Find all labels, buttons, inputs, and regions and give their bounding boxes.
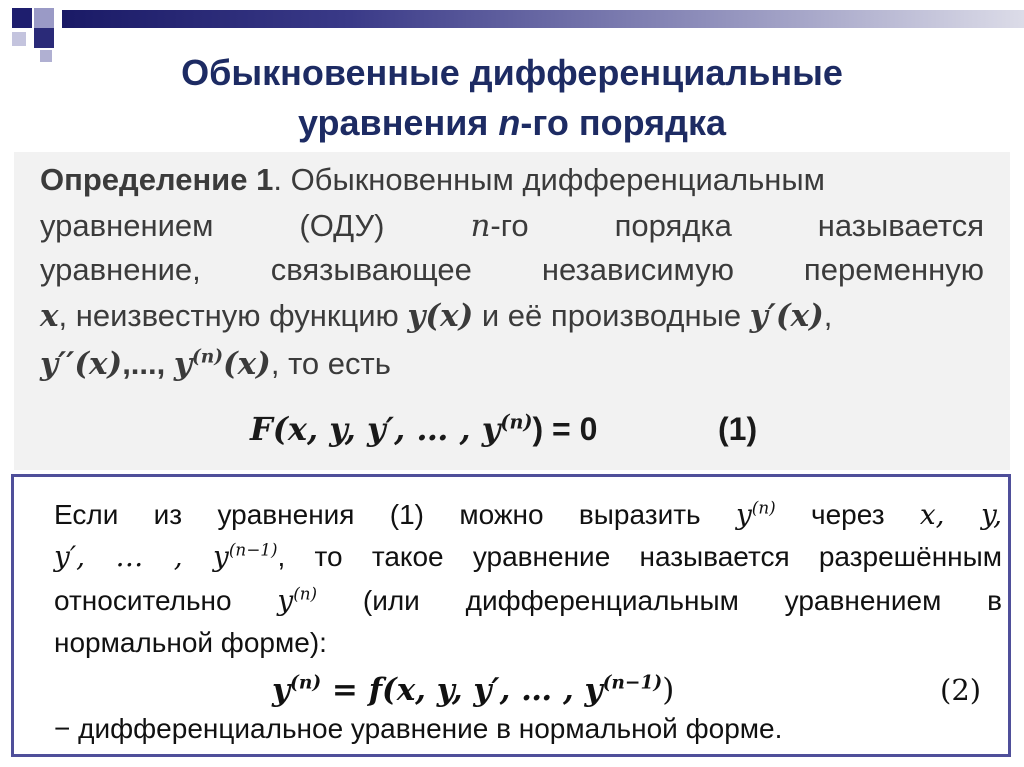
deriv-yn-arg: (x) xyxy=(223,346,271,382)
decor-square xyxy=(12,32,26,46)
title-line-2-pre: уравнения xyxy=(298,102,499,143)
deriv-yn xyxy=(174,346,271,382)
def-order xyxy=(470,208,528,243)
deriv-y2: y′′(x) xyxy=(40,346,123,382)
def-text: и её производные xyxy=(473,298,750,333)
slide-title xyxy=(0,48,1024,148)
definition-line-1-text: . Обыкновенным дифференциальным xyxy=(273,162,825,197)
box-line-2 xyxy=(54,537,1002,577)
eq1-sup: (n) xyxy=(500,410,533,434)
box-yn-sup: (n) xyxy=(751,497,776,518)
box-line-4: нормальной форме): xyxy=(54,627,327,658)
box-line-3 xyxy=(54,581,1002,621)
func-yx: y(x) xyxy=(407,298,474,334)
eq2-left-sup: (n) xyxy=(290,672,322,694)
def-text: , xyxy=(823,298,833,333)
normal-form-box xyxy=(11,474,1011,757)
box-text: относительно xyxy=(54,585,278,616)
box-text: Если из уравнения (1) можно выразить xyxy=(54,499,736,530)
def-text: , то есть xyxy=(270,346,391,381)
header-gradient-bar xyxy=(62,10,1024,28)
def-word: называется xyxy=(817,208,984,243)
box-yn-sup: (n) xyxy=(293,583,318,604)
eq2-mid: = f(x, y, y′, … , y xyxy=(321,672,603,708)
equation-2 xyxy=(14,667,1008,713)
eq2-left: y xyxy=(272,672,291,708)
definition-line-3: уравнение, связывающее независимую переменную xyxy=(40,252,984,287)
box-line-1 xyxy=(54,495,1002,535)
box-text: (или дифференциальным уравнением в xyxy=(317,585,1002,616)
box-yseq: y′, … , y xyxy=(54,540,229,573)
equation-2-formula xyxy=(272,667,674,713)
eq2-tail: ) xyxy=(662,672,675,708)
box-yseq-sup: (n−1) xyxy=(228,539,278,560)
deriv-yn-base: y xyxy=(173,346,192,382)
eq2-sup: (n−1) xyxy=(602,672,663,694)
definition-line-1 xyxy=(40,158,984,202)
definition-label: Определение 1 xyxy=(40,162,274,197)
definition-line-2 xyxy=(40,204,984,248)
decor-square xyxy=(12,8,32,28)
box-line-6: − дифференциальное уравнение в нормальной форме. xyxy=(54,713,783,744)
definition-line-5 xyxy=(40,342,984,386)
deriv-y1: y′(x) xyxy=(749,298,824,334)
box-text: через xyxy=(775,499,920,530)
box-yn xyxy=(736,498,776,531)
box-yn-base: y xyxy=(735,498,752,531)
definition-line-4 xyxy=(40,294,984,338)
box-yn xyxy=(277,584,317,617)
deriv-yn-sup: (n) xyxy=(191,346,224,368)
def-word: -го xyxy=(490,208,529,243)
title-line-1: Обыкновенные дифференциальные xyxy=(181,52,843,93)
title-n: n xyxy=(498,102,521,143)
box-text: , то такое уравнение называется разрешённым xyxy=(277,541,1002,572)
def-n: n xyxy=(470,208,491,244)
def-word: уравнением xyxy=(40,208,214,243)
equation-1-formula xyxy=(250,404,597,454)
def-dots: ,..., xyxy=(122,346,174,381)
eq1-body: F(x, y, y′, … , y xyxy=(250,410,501,448)
box-yn-base: y xyxy=(277,584,294,617)
def-word: порядка xyxy=(614,208,732,243)
eq1-tail: ) = 0 xyxy=(532,411,598,447)
box-xy: x, y, xyxy=(919,498,1003,531)
def-word: (ОДУ) xyxy=(299,208,385,243)
var-x: x xyxy=(40,298,59,334)
decor-square xyxy=(34,8,54,28)
def-text: , неизвестную функцию xyxy=(58,298,408,333)
equation-2-number: (2) xyxy=(940,673,982,707)
decor-square xyxy=(34,28,54,48)
equation-1-number: (1) xyxy=(718,411,758,447)
title-line-2 xyxy=(0,98,1024,148)
title-line-2-post: -го порядка xyxy=(520,102,726,143)
equation-1 xyxy=(0,404,1024,454)
